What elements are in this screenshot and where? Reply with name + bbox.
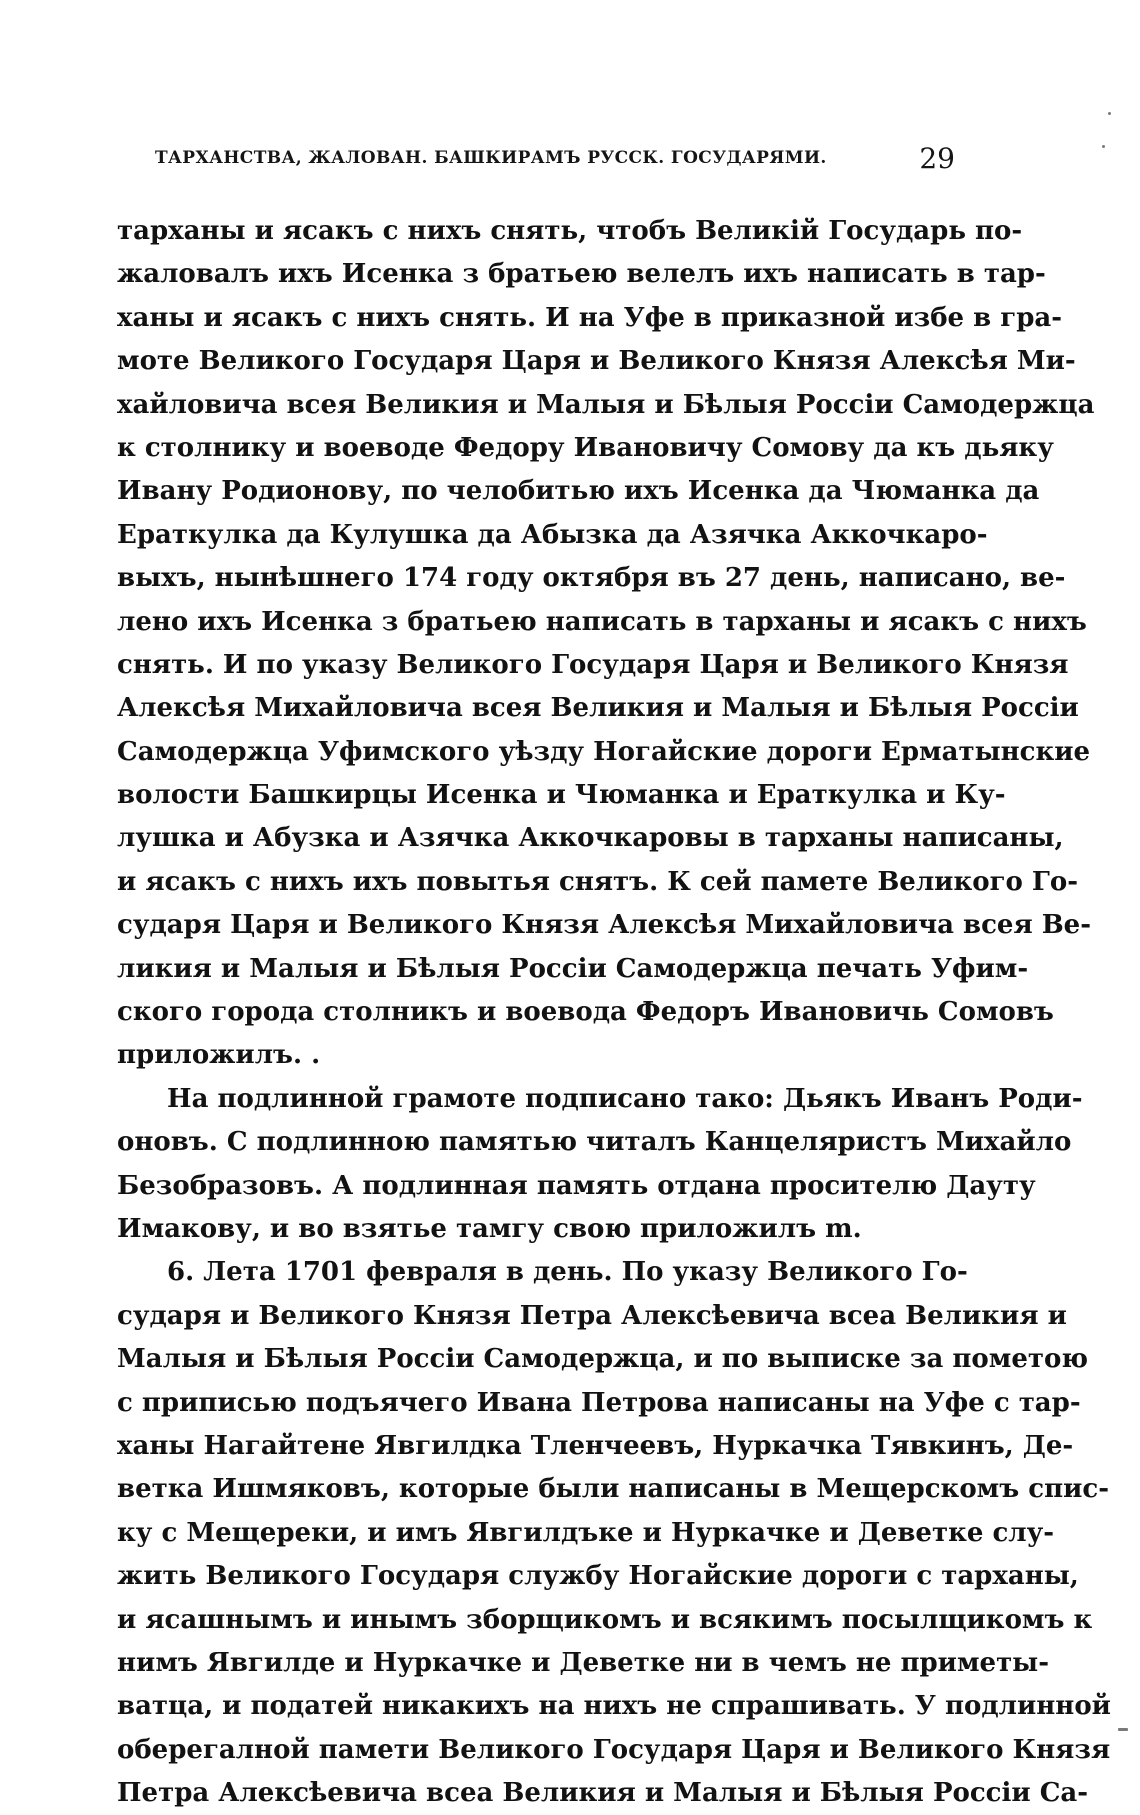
text-line: с приписью подъячего Ивана Петрова написаны на Уфе с тар- xyxy=(117,1387,1081,1418)
text-line: волости Башкирцы Исенка и Чюманка и Ераткулка и Ку- xyxy=(117,780,1006,811)
text-line: Ивану Родионову, по челобитью ихъ Исенка да Чюманка да xyxy=(117,476,1040,507)
body-text xyxy=(117,210,1111,1815)
text-line: Малыя и Бѣлыя Россіи Самодержца, и по выписке за пометою xyxy=(117,1344,1088,1375)
text-line: ханы и ясакъ с нихъ снять. И на Уфе в приказной избе в гра- xyxy=(117,302,1063,333)
text-line: и ясакъ с нихъ ихъ повытья снятъ. К сей памете Великого Го- xyxy=(117,866,1078,897)
running-head: ТАРХАНСТВА, ЖАЛОВАН. БАШКИРАМЪ РУССК. ГОСУДАРЯМИ. xyxy=(155,148,827,168)
text-line: На подлинной грамоте подписано тако: Дьякъ Иванъ Роди- xyxy=(167,1083,1083,1114)
text-line: хайловича всея Великия и Малыя и Бѣлыя Россіи Самодержца xyxy=(117,389,1095,420)
text-line: Ераткулка да Кулушка да Абызка да Азячка Аккочкаро- xyxy=(117,519,988,550)
text-line: жить Великого Государя службу Ногайские дороги с тарханы, xyxy=(117,1561,1079,1592)
text-line: Самодержца Уфимского уѣзду Ногайские дороги Ерматынские xyxy=(117,736,1091,767)
text-line: тарханы и ясакъ с нихъ снять, чтобъ Великій Государь по- xyxy=(117,216,1023,246)
text-line: выхъ, нынѣшнего 174 году октября въ 27 день, написано, ве- xyxy=(117,563,1066,594)
text-line: сударя Царя и Великого Князя Алексѣя Михайловича всея Ве- xyxy=(117,910,1092,941)
text-line: лено ихъ Исенка з братьею написать в тарханы и ясакъ с нихъ xyxy=(117,606,1087,637)
text-line: Алексѣя Михайловича всея Великия и Малыя и Бѣлыя Россіи xyxy=(117,693,1079,724)
text-line: лушка и Абузка и Азячка Аккочкаровы в тарханы написаны, xyxy=(117,823,1064,854)
text-line: ватца, и податей никакихъ на нихъ не спрашивать. У подлинной xyxy=(117,1691,1111,1722)
text-line: ханы Нагайтене Явгилдка Тленчеевъ, Нуркачка Тявкинъ, Де- xyxy=(117,1430,1074,1461)
text-line: и ясашнымъ и инымъ зборщикомъ и всякимъ посылщикомъ к xyxy=(117,1604,1093,1635)
text-line: ку с Мещереки, и имъ Явгилдъке и Нуркачке и Деветке слу- xyxy=(117,1517,1055,1548)
text-line: 6. Лета 1701 февраля в день. По указу Великого Го- xyxy=(167,1257,968,1288)
text-line: ского города столникъ и воевода Федоръ Ивановичь Сомовъ xyxy=(117,997,1054,1028)
text-line: к столнику и воеводе Федору Ивановичу Сомову да къ дьяку xyxy=(117,432,1054,463)
text-line: Имакову, и во взятье тамгу свою приложилъ m. xyxy=(117,1213,862,1244)
text-line: ветка Ишмяковъ, которые были написаны в Мещерскомъ спис- xyxy=(117,1474,1110,1505)
text-line: Петра Алексѣевича всеа Великия и Малыя и Бѣлыя Россіи Са- xyxy=(117,1778,1089,1809)
text-line: ликия и Малыя и Бѣлыя Россіи Самодержца печать Уфим- xyxy=(117,953,1029,984)
text-line: снять. И по указу Великого Государя Царя и Великого Князя xyxy=(117,649,1069,680)
scan-speck xyxy=(1118,1728,1128,1731)
text-line: Безобразовъ. А подлинная память отдана просителю Дауту xyxy=(117,1170,1036,1201)
text-line: нимъ Явгилде и Нуркачке и Деветке ни в чемъ не приметы- xyxy=(117,1647,1050,1678)
page-header xyxy=(155,142,955,182)
text-line: жаловалъ ихъ Исенка з братьею велелъ ихъ написать в тар- xyxy=(117,259,1046,290)
text-line: оновъ. С подлинною памятью читалъ Канцеляристъ Михайло xyxy=(117,1127,1072,1158)
text-line: сударя и Великого Князя Петра Алексѣевича всеа Великия и xyxy=(117,1300,1067,1331)
text-line: моте Великого Государя Царя и Великого Князя Алексѣя Ми- xyxy=(117,346,1076,377)
text-line: оберегалной памети Великого Государя Царя и Великого Князя xyxy=(117,1734,1111,1765)
scan-speck xyxy=(1102,145,1105,148)
scan-speck xyxy=(1108,112,1111,115)
page-number: 29 xyxy=(919,142,955,175)
text-line: приложилъ. . xyxy=(117,1040,321,1071)
